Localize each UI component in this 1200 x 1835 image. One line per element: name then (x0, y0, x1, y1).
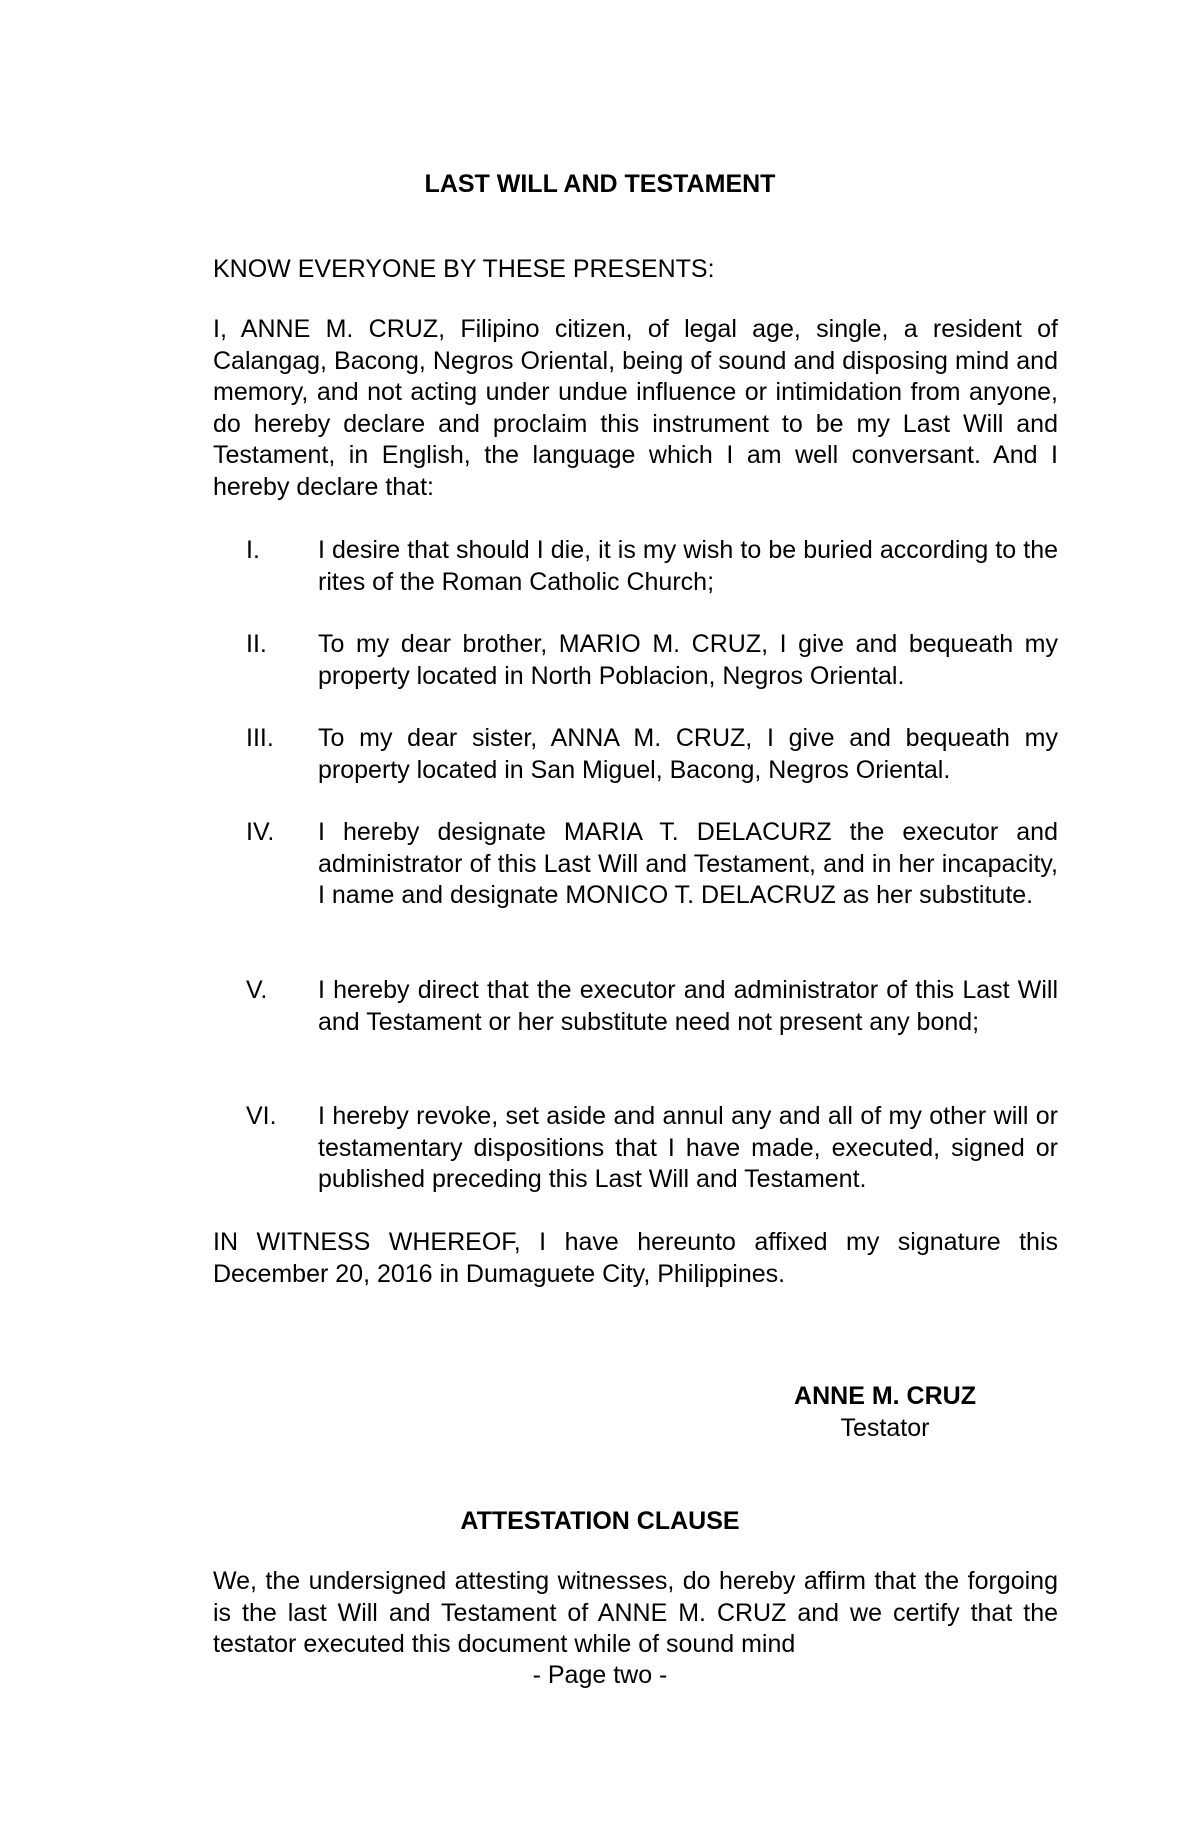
item-number: IV. (246, 818, 275, 846)
item-text: To my dear sister, ANNA M. CRUZ, I give and bequeath my property located in San Miguel, Bacong, Negros Oriental. (318, 724, 1058, 784)
witness-clause: IN WITNESS WHEREOF, I have hereunto affixed my signature this December 20, 2016 in Dumaguete City, Philippines. (213, 1228, 1058, 1288)
signature-role: Testator (840, 1413, 930, 1442)
document-title: LAST WILL AND TESTAMENT (424, 170, 776, 198)
signature-block (760, 1381, 1010, 1444)
signature-name: ANNE M. CRUZ (794, 1382, 976, 1410)
item-number: VI. (246, 1102, 277, 1130)
item-number: II. (246, 630, 267, 658)
page-footer: - Page two - (532, 1661, 668, 1689)
item-number: V. (246, 976, 268, 1004)
item-text: To my dear brother, MARIO M. CRUZ, I give and bequeath my property located in North Poblacion, Negros Oriental. (318, 630, 1058, 690)
item-text: I desire that should I die, it is my wish to be buried according to the rites of the Roman Catholic Church; (318, 536, 1058, 596)
attestation-title: ATTESTATION CLAUSE (460, 1507, 740, 1535)
intro-paragraph: I, ANNE M. CRUZ, Filipino citizen, of legal age, single, a resident of Calangag, Bacong, Negros Oriental, being of sound and disposing mind and memory, and not acting under undue influence or intimidation from anyone, do hereby declare and proclaim this instrument to be my Last Will and Testament, in English, the language which I am well conversant. And I hereby declare that: (213, 315, 1058, 501)
item-number: III. (246, 724, 274, 752)
item-text: I hereby direct that the executor and administrator of this Last Will and Testament or her substitute need not present any bond; (318, 976, 1058, 1036)
salutation: KNOW EVERYONE BY THESE PRESENTS: (213, 255, 715, 283)
item-text: I hereby designate MARIA T. DELACURZ the executor and administrator of this Last Will and Testament, and in her incapacity, I name and designate MONICO T. DELACRUZ as her substitute. (318, 818, 1058, 909)
item-number: I. (246, 536, 260, 564)
attestation-body: We, the undersigned attesting witnesses, do hereby affirm that the forgoing is the last Will and Testament of ANNE M. CRUZ and we certify that the testator executed this document while of sound mind (213, 1567, 1058, 1658)
item-text: I hereby revoke, set aside and annul any and all of my other will or testamentary dispositions that I have made, executed, signed or published preceding this Last Will and Testament. (318, 1102, 1058, 1193)
